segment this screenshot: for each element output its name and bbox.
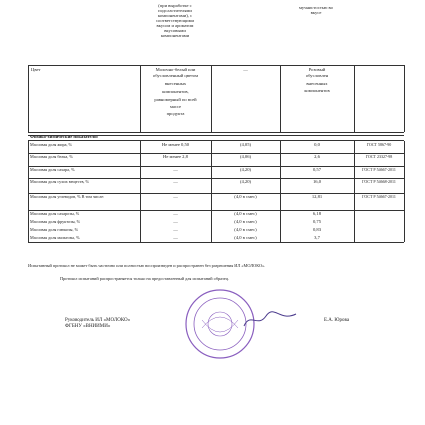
signature-name: Е.А. Юрова — [324, 318, 350, 323]
row-label: Массовая доля сухих веществ, % — [30, 179, 89, 184]
row-doc: ГОСТ Р 54667-2011 — [362, 194, 396, 199]
row-method: (4,0 в смес) — [234, 227, 257, 232]
row-norm: Не менее 2,8 — [163, 154, 188, 159]
row-label: Массовая доля глюкозы, % — [30, 227, 79, 232]
row-norm: — — [173, 211, 178, 216]
footnote-2: Протокол испытаний распространяется только на предоставленный для испытаний образец. — [60, 276, 230, 281]
top-col2-line: мучнистостью во — [299, 5, 333, 10]
top-col1-line: вкусом и ароматом — [156, 23, 194, 28]
top-col1-line: вкусовыми — [164, 28, 186, 33]
row-label: Массовая доля сахара, % — [30, 167, 75, 172]
row-norm: — — [173, 179, 178, 184]
row-result: 0,57 — [312, 167, 322, 172]
top-col2-line: вкусе — [310, 10, 322, 15]
row-method: (4,05) — [239, 142, 252, 147]
row-result: 0,0 — [314, 142, 320, 147]
row-doc: ГОСТ 5867-90 — [366, 142, 392, 147]
cell-text: внесенных — [306, 81, 328, 86]
row-label: Массовая доля белка, % — [30, 154, 73, 159]
cell-text: компонентов, — [162, 89, 189, 94]
cell-text: обусловленный цветом — [152, 73, 199, 78]
row-doc: ГОСТ 23327-98 — [365, 154, 393, 159]
row-result: 16,0 — [312, 179, 322, 184]
section-title: Физико-химические показатели: — [30, 134, 99, 139]
top-col1-line: компонентами), с — [157, 13, 193, 18]
row-label: Массовая доля сахарозы, % — [30, 211, 80, 216]
cell-text: Молочно-белый или — [155, 67, 196, 72]
row-result: 0,83 — [312, 227, 322, 232]
top-col1-line: (при выработке с — [158, 3, 192, 8]
row-label-color: Цвет — [31, 67, 41, 72]
row-norm: — — [173, 219, 178, 224]
row-norm: — — [173, 167, 178, 172]
row-label: Массовая доля мальтозы, % — [30, 235, 80, 240]
footnote-1: Испытанный протокол не может быть частично или полностью воспроизведен и распространен без разрешения ИЛ «МОЛОКО». — [28, 263, 266, 268]
cell-text: Розовый — [308, 67, 326, 72]
row-label: Массовая доля жира, % — [30, 142, 73, 147]
signature-title-1: Руководитель ИЛ «МОЛОКО» — [65, 318, 131, 323]
row-method: (4,0 в смес) — [234, 235, 257, 240]
cell-text: — — [243, 67, 248, 72]
row-result: 2,6 — [314, 154, 320, 159]
top-col1-line: компонентами — [160, 33, 190, 38]
handwritten-signature — [240, 308, 300, 332]
row-norm: — — [173, 227, 178, 232]
row-method: (4,06) — [239, 154, 252, 159]
cell-text: внесенных — [164, 81, 187, 86]
cell-text: компонентов — [304, 88, 330, 93]
row-norm: Не менее 0,50 — [161, 142, 190, 147]
row-method: (4,20) — [239, 179, 252, 184]
row-method: (4,0 в смес) — [234, 194, 257, 199]
row-result: 6,18 — [312, 211, 322, 216]
signature-title-2: ФГБНУ «ВНИИМИ» — [65, 324, 111, 329]
cell-text: равномерный по всей — [154, 97, 197, 102]
cell-text: массе — [169, 104, 182, 109]
row-norm: — — [173, 235, 178, 240]
row-result: 3,7 — [314, 235, 320, 240]
row-label: Массовая доля фруктозы, % — [30, 219, 81, 224]
row-norm: — — [173, 194, 178, 199]
top-col1-line: подсластителями — [158, 8, 192, 13]
row-result: 0,75 — [312, 219, 322, 224]
row-method: (4,0 в смес) — [234, 219, 257, 224]
top-col1-line: соответствующими — [156, 18, 194, 23]
row-method: (4,0 в смес) — [234, 211, 257, 216]
cell-text: продукта — [166, 111, 185, 116]
row-doc: ГОСТ Р 54667-2011 — [362, 167, 396, 172]
row-doc: ГОСТ Р 54668-2011 — [362, 179, 396, 184]
row-label: Массовая доля углеводов, % В том числе: — [30, 194, 105, 199]
row-result: 12,81 — [311, 194, 323, 199]
cell-text: обусловлен — [305, 73, 329, 78]
row-method: (4,20) — [239, 167, 252, 172]
